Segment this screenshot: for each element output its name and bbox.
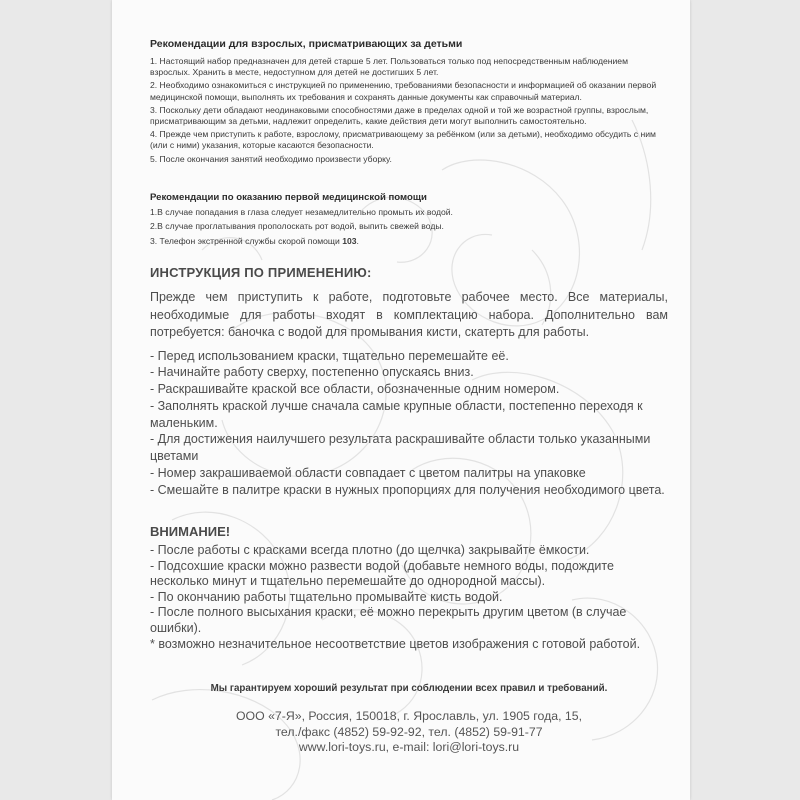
- first-aid-list: [150, 206, 670, 247]
- instructions-section: [150, 265, 668, 499]
- emergency-phone-label: 3. Телефон экстренной службы скорой помощи: [150, 235, 343, 246]
- list-item: - Раскрашивайте краской все области, обозначенные одним номером.: [150, 382, 560, 397]
- instructions-list: [150, 348, 668, 499]
- company-phones: тел./факс (4852) 59-92-92, тел. (4852) 59-91-77: [275, 724, 543, 739]
- list-item: * возможно незначительное несоответствие цветов изображения с готовой работой.: [150, 636, 641, 651]
- list-item: - После работы с красками всегда плотно (до щелчка) закрывайте ёмкости.: [150, 543, 590, 557]
- adult-recommendations-list: [150, 56, 670, 165]
- first-aid-title: Рекомендации по оказанию первой медицинской помощи: [150, 192, 427, 203]
- instruction-sheet: [112, 0, 690, 800]
- list-item: 2.В случае проглатывания прополоскать рот водой, выпить свежей воды.: [150, 221, 444, 232]
- guarantee-statement: Мы гарантируем хороший результат при соблюдении всех правил и требований.: [210, 683, 608, 694]
- emergency-phone-number: 103: [342, 235, 357, 246]
- list-item: - Смешайте в палитре краски в нужных пропорциях для получения необходимого цвета.: [150, 482, 665, 497]
- list-item: - Подсохшие краски можно развести водой (добавьте немного воды, подождите несколько минут и тщательно перемешайте до однородной массы).: [150, 558, 614, 589]
- list-item: - После полного высыхания краски, её можно перекрыть другим цветом (в случае ошибки).: [150, 605, 627, 635]
- list-item: - Начинайте работу сверху, постепенно опускаясь вниз.: [150, 365, 474, 380]
- attention-list: [150, 543, 668, 652]
- list-item: 1. Настоящий набор предназначен для детей старше 5 лет. Пользоваться только под непосредственным наблюдением взрослых. Хранить в месте, недоступном для детей не достигших 5 лет.: [150, 56, 628, 78]
- attention-section: [150, 524, 668, 652]
- instructions-intro: Прежде чем приступить к работе, подготовьте рабочее место. Все материалы, необходимые для работы входят в комплектацию набора. Дополнительно вам потребуется: баночка с водой для промывания кисти, скатерть для работы.: [150, 290, 668, 339]
- list-item: 4. Прежде чем приступить к работе, взрослому, присматривающему за ребёнком (или за детьми), необходимо обсудить с ним (или с ними) указания, которые касаются безопасности.: [150, 129, 656, 151]
- first-aid-section: [150, 192, 670, 249]
- sheet-content: [112, 0, 690, 800]
- emergency-phone-suffix: .: [356, 235, 359, 246]
- list-item: - Номер закрашиваемой области совпадает с цветом палитры на упаковке: [150, 466, 586, 481]
- list-item: - Перед использованием краски, тщательно перемешайте её.: [150, 348, 509, 363]
- list-item: 2. Необходимо ознакомиться с инструкцией по применению, требованиями безопасности и информацией об оказании первой медицинской помощи, выполнять их требования и сохранять данные документы как справочный материал.: [150, 80, 657, 102]
- list-item: 3. Поскольку дети обладают неодинаковыми способностями даже в пределах одной и той же возрастной группы, взрослым, присматривающим за детьми, надлежит определить, какие действия дети могут выполнить самостоятельно.: [150, 104, 649, 127]
- list-item: - По окончанию работы тщательно промывайте кисть водой.: [150, 589, 503, 604]
- adult-recommendations-title: Рекомендации для взрослых, присматривающих за детьми: [150, 38, 463, 50]
- attention-title: ВНИМАНИЕ!: [150, 524, 231, 539]
- list-item: - Для достижения наилучшего результата раскрашивайте области только указанными цветами: [150, 432, 651, 464]
- company-address: ООО «7-Я», Россия, 150018, г. Ярославль, ул. 1905 года, 15,: [235, 709, 583, 723]
- list-item: 5. После окончания занятий необходимо произвести уборку.: [150, 153, 392, 164]
- company-footer: [150, 709, 668, 756]
- instructions-title: ИНСТРУКЦИЯ ПО ПРИМЕНЕНИЮ:: [150, 265, 372, 280]
- adult-recommendations-section: [150, 38, 670, 167]
- company-web-email: www.lori-toys.ru, e-mail: lori@lori-toys.ru: [298, 740, 520, 755]
- list-item: - Заполнять краской лучше сначала самые крупные области, постепенно переходя к маленьким.: [150, 398, 643, 430]
- emergency-phone-item: [150, 235, 670, 247]
- list-item: 1.В случае попадания в глаза следует незамедлительно промыть их водой.: [150, 207, 453, 217]
